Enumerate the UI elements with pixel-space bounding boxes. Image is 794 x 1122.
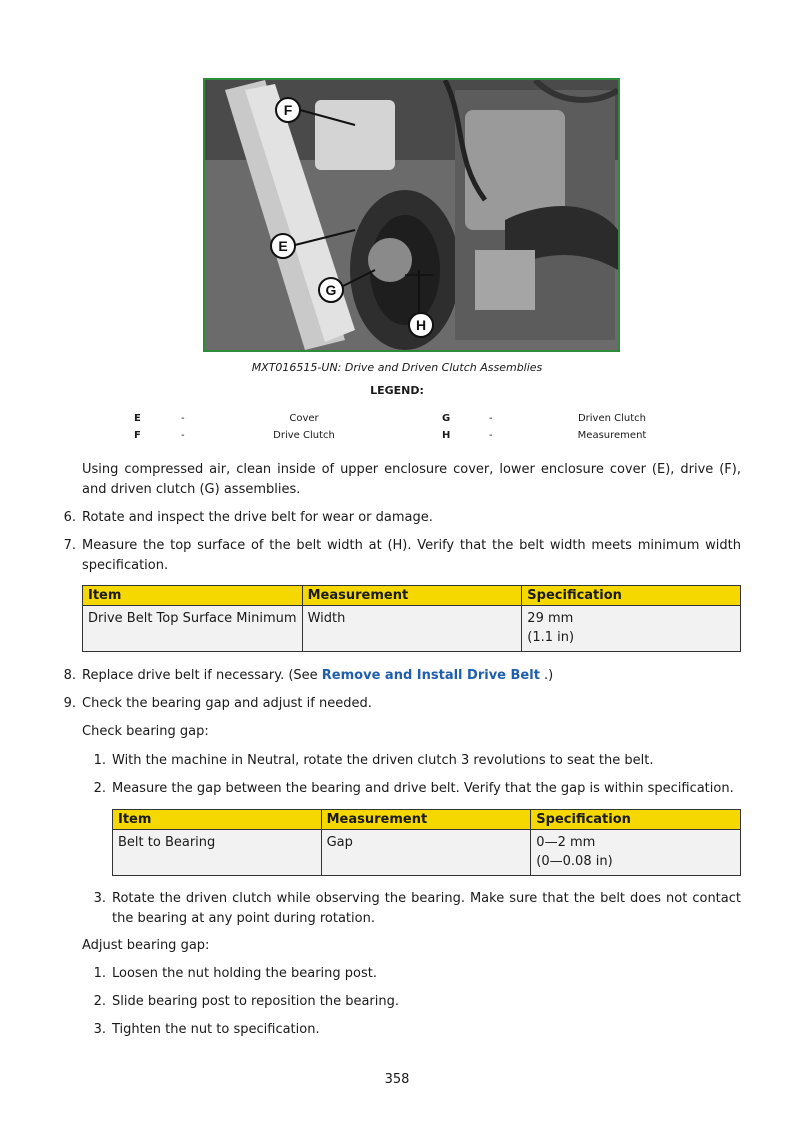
svg-text:H: H [415, 317, 427, 333]
spec-imperial: (0—0.08 in) [536, 854, 613, 869]
substep-number: 3. [93, 1022, 106, 1037]
intro-paragraph: Using compressed air, clean inside of upper enclosure cover, lower enclosure cover (E), drive (F), and driven clutch (G) assemblies. [82, 462, 741, 497]
bearing-gap-spec-table [112, 809, 741, 876]
spec-metric: 0—2 mm [536, 835, 596, 850]
step-text-after: .) [539, 668, 554, 683]
legend-key: F [134, 430, 141, 441]
table-header: Item [83, 586, 303, 606]
table-header: Specification [522, 586, 741, 606]
table-cell-measurement: Gap [321, 830, 531, 876]
svg-text:F: F [283, 102, 293, 118]
page-number: 358 [384, 1072, 410, 1087]
table-cell-item: Drive Belt Top Surface Minimum [83, 606, 303, 652]
clutch-assembly-photo [203, 78, 620, 352]
substep-number: 2. [93, 994, 106, 1009]
legend-dash: - [181, 430, 185, 441]
callout-e [271, 234, 295, 258]
check-gap-heading: Check bearing gap: [82, 724, 209, 739]
spec-imperial: (1.1 in) [527, 630, 575, 645]
table-header: Specification [531, 810, 741, 830]
table-cell-spec [531, 830, 741, 876]
table-row [83, 606, 741, 652]
substep-number: 3. [93, 891, 106, 906]
legend-dash: - [489, 430, 493, 441]
callout-f [276, 98, 300, 122]
legend-text: Cover [289, 413, 319, 424]
substep-text: Measure the gap between the bearing and drive belt. Verify that the gap is within specification. [112, 781, 734, 796]
step-number: 7. [63, 538, 76, 553]
step-text: Check the bearing gap and adjust if needed. [82, 696, 372, 711]
table-header-row [83, 586, 741, 606]
step-number: 9. [63, 696, 76, 711]
table-header: Item [113, 810, 322, 830]
table-cell-spec [522, 606, 741, 652]
substep-text: Rotate the driven clutch while observing the bearing. Make sure that the belt does not contact the bearing at any point during rotation. [112, 891, 741, 926]
substep-text: Slide bearing post to reposition the bearing. [112, 994, 399, 1009]
substep-number: 1. [93, 753, 106, 768]
step-number: 8. [63, 668, 76, 683]
substep-text: Loosen the nut holding the bearing post. [112, 966, 378, 981]
table-row [113, 830, 741, 876]
step-number: 6. [63, 510, 76, 525]
legend-dash: - [489, 413, 493, 424]
svg-text:G: G [325, 282, 337, 298]
legend-text: Driven Clutch [577, 413, 647, 424]
step-text [82, 666, 741, 686]
step-text: Rotate and inspect the drive belt for wear or damage. [82, 510, 433, 525]
legend-key: G [442, 413, 451, 424]
legend-dash: - [181, 413, 185, 424]
figure-caption: MXT016515-UN: Drive and Driven Clutch Assemblies [251, 361, 543, 374]
substep-text: With the machine in Neutral, rotate the driven clutch 3 revolutions to seat the belt. [112, 753, 654, 768]
table-header: Measurement [321, 810, 531, 830]
table-cell-measurement: Width [302, 606, 522, 652]
substep-number: 1. [93, 966, 106, 981]
step-text-before: Replace drive belt if necessary. (See [82, 668, 322, 683]
step-text: Measure the top surface of the belt width at (H). Verify that the belt width meets minimum width specification. [82, 538, 741, 573]
remove-install-drive-belt-link[interactable]: Remove and Install Drive Belt [321, 668, 540, 683]
table-cell-item: Belt to Bearing [113, 830, 322, 876]
spec-metric: 29 mm [527, 611, 574, 626]
belt-width-spec-table [82, 585, 741, 652]
table-header-row [113, 810, 741, 830]
adjust-gap-heading: Adjust bearing gap: [82, 938, 210, 953]
svg-text:E: E [278, 238, 288, 254]
legend-key: H [442, 430, 451, 441]
table-header: Measurement [302, 586, 522, 606]
legend-key: E [134, 413, 141, 424]
callout-g [319, 278, 343, 302]
legend-text: Drive Clutch [273, 430, 335, 441]
legend-title: LEGEND: [370, 384, 424, 397]
clutch-illustration [205, 80, 618, 350]
substep-number: 2. [93, 781, 106, 796]
callout-h [409, 313, 433, 337]
substep-text: Tighten the nut to specification. [112, 1022, 320, 1037]
legend-text: Measurement [577, 430, 647, 441]
